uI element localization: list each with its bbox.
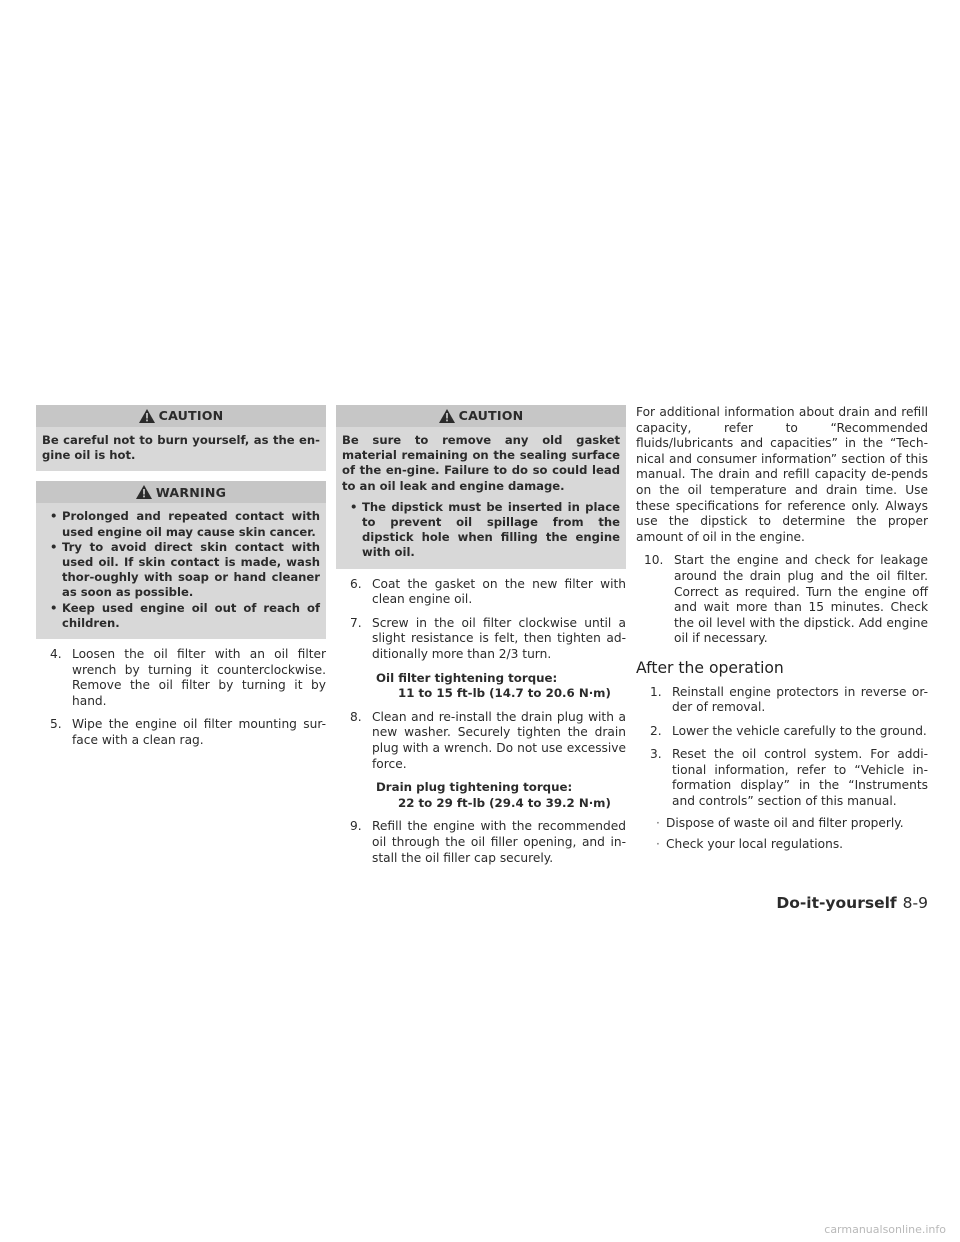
list-item: · Dispose of waste oil and filter properly.	[656, 815, 904, 830]
page-number: 8-9	[902, 894, 928, 912]
warning-triangle-icon	[439, 409, 455, 423]
warning-triangle-icon	[136, 485, 152, 499]
after-step-1: 1. Reinstall engine protectors in reverse or-der of removal.	[650, 684, 928, 715]
caution-box	[36, 405, 326, 471]
step-9: 9. Refill the engine with the recommended oil through the oil filler opening, and in-stall the oil filler cap securely.	[350, 819, 626, 865]
after-step-2: 2. Lower the vehicle carefully to the ground.	[650, 723, 927, 738]
step-6: 6. Coat the gasket on the new filter with clean engine oil.	[350, 576, 626, 607]
page-footer	[0, 894, 928, 912]
caution-header	[336, 405, 626, 427]
step-8: 8. Clean and re-install the drain plug with a new washer. Securely tighten the drain plug with a wrench. Do not use excessive force.	[350, 709, 626, 771]
drain-plug-torque: Drain plug tightening torque: 22 to 29 ft-lb (29.4 to 39.2 N·m)	[376, 780, 611, 810]
warning-triangle-icon	[139, 409, 155, 423]
column-left	[36, 405, 326, 749]
caution-text: Be sure to remove any old gasket material remaining on the sealing surface of the en-gine. Failure to do so could lead to an oil leak and engine damage.	[342, 433, 620, 493]
caution-header	[36, 405, 326, 427]
warning-box	[36, 481, 326, 639]
warning-item: • Try to avoid direct skin contact with used oil. If skin contact is made, wash thor-oughly with soap or hand cleaner as soon as possible.	[50, 539, 320, 600]
warning-title: WARNING	[155, 484, 227, 500]
watermark: carmanualsonline.info	[824, 1223, 946, 1236]
warning-item: • Keep used engine oil out of reach of children.	[50, 600, 320, 630]
caution-title: CAUTION	[158, 408, 224, 424]
footer-section: Do-it-yourself	[776, 894, 897, 912]
section-title: After the operation	[636, 658, 784, 677]
list-item: · Check your local regulations.	[656, 837, 844, 852]
caution-box	[336, 405, 626, 569]
step-7: 7. Screw in the oil filter clockwise until a slight resistance is felt, then tighten ad-ditionally more than 2/3 turn.	[350, 615, 626, 661]
oil-filter-torque: Oil filter tightening torque: 11 to 15 ft-lb (14.7 to 20.6 N·m)	[376, 670, 611, 701]
after-step-3: 3. Reset the oil control system. For addi-tional information, refer to “Vehicle in-formation display” in the “Instruments and controls” section of this manual.	[650, 747, 928, 809]
step-4: 4. Loosen the oil filter with an oil filter wrench by turning it counterclockwise. Remove the oil filter by turning it by hand.	[50, 647, 326, 708]
warning-item: • Prolonged and repeated contact with used engine oil may cause skin cancer.	[50, 509, 320, 539]
bullet-icon: ·	[656, 815, 660, 830]
step-10: 10. Start the engine and check for leakage around the drain plug and the oil filter. Correct as required. Turn the engine off and wait more than 15 minutes. Check the oil level with the dipstick. Add engine oil if necessary.	[644, 553, 928, 646]
column-middle	[336, 405, 626, 866]
bullet-icon: ·	[656, 837, 660, 852]
column-right	[636, 405, 928, 853]
warning-header	[36, 481, 326, 503]
caution-text: Be careful not to burn yourself, as the en-gine oil is hot.	[42, 433, 320, 463]
step-5: 5. Wipe the engine oil filter mounting sur-face with a clean rag.	[50, 717, 326, 747]
caution-item: • The dipstick must be inserted in place to prevent oil spillage from the dipstick hole when filling the engine with oil.	[350, 499, 620, 560]
caution-title: CAUTION	[458, 408, 524, 424]
capacity-note: For additional information about drain and refill capacity, refer to “Recommended fluids/lubricants and capacities” in the “Tech-nical and consumer information” section of this manual. The drain and refill capacity de-pends on the oil temperature and drain time. Use these specifications for reference only. Always use the dipstick to determine the proper amount of oil in the engine.	[636, 405, 928, 544]
